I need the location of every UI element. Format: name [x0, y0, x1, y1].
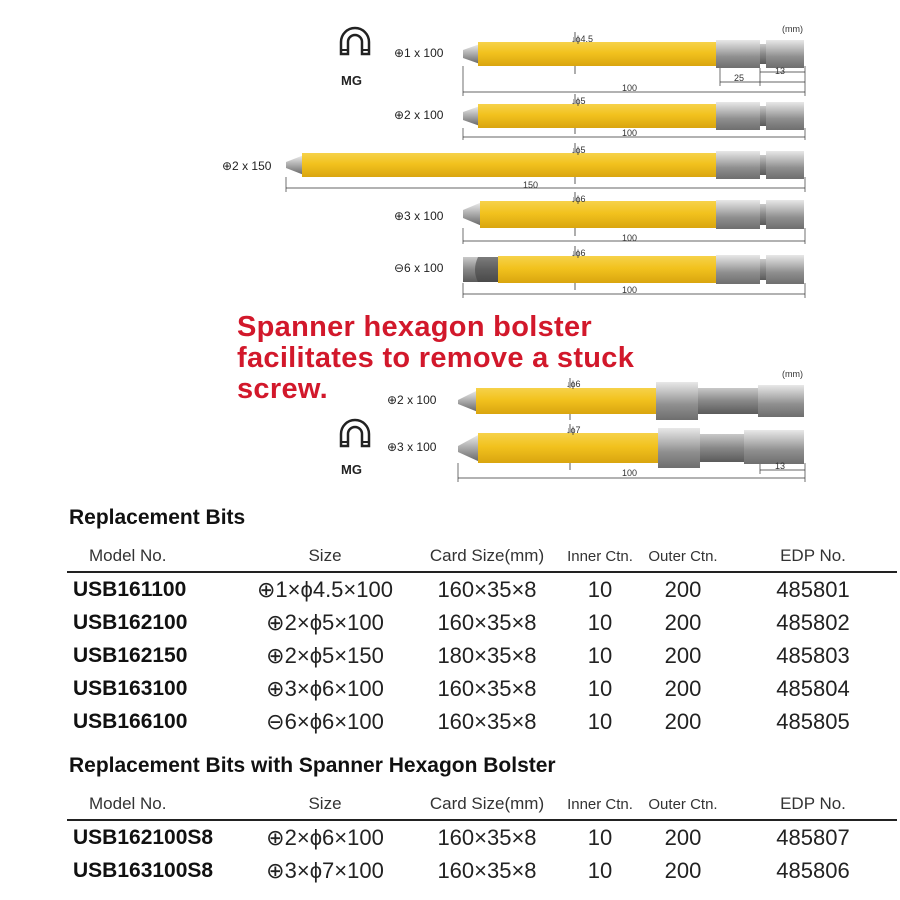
unit-label: (mm)	[782, 24, 803, 34]
bit-size-label: ⊖6 x 100	[394, 261, 444, 275]
column-header: Outer Ctn.	[637, 789, 729, 820]
column-header: Model No.	[67, 541, 239, 572]
model-number: USB162150	[73, 643, 188, 667]
model-number: USB166100	[73, 709, 188, 733]
magnet-label: MG	[341, 73, 362, 88]
diameter-label: ↓ϕ7	[566, 425, 581, 435]
column-header: Model No.	[67, 789, 239, 820]
length-dimension: 150	[523, 180, 539, 190]
size-cell: ⊕2×ϕ5×150	[266, 642, 384, 668]
edp-cell: 485803	[776, 642, 850, 668]
length-dimension: 100	[622, 468, 638, 478]
size-cell: ⊕2×ϕ5×100	[266, 609, 384, 635]
length-dimension: 13	[775, 66, 786, 76]
length-dimension: 100	[622, 83, 638, 93]
card-size-cell: 160×35×8	[437, 708, 537, 734]
table-row	[67, 572, 897, 606]
size-cell: ⊕3×ϕ7×100	[266, 857, 384, 883]
diameter-label: ↓ϕ6	[571, 248, 586, 258]
headline	[237, 312, 757, 405]
headline-line: facilitates to remove a stuck	[237, 342, 635, 374]
card-size-cell: 160×35×8	[437, 675, 537, 701]
outer-ctn-cell: 200	[664, 675, 702, 701]
size-cell: ⊕3×ϕ6×100	[266, 675, 384, 701]
inner-ctn-cell: 10	[587, 642, 613, 668]
length-dimension: 13	[775, 461, 786, 471]
size-cell: ⊕2×ϕ6×100	[266, 824, 384, 850]
column-header: Inner Ctn.	[563, 541, 637, 572]
column-header: Inner Ctn.	[563, 789, 637, 820]
column-header: Outer Ctn.	[637, 541, 729, 572]
edp-cell: 485804	[776, 675, 850, 701]
column-header: Size	[239, 541, 411, 572]
edp-cell: 485806	[776, 857, 850, 883]
card-size-cell: 160×35×8	[437, 576, 537, 602]
headline-line: screw.	[237, 373, 329, 405]
table-row	[67, 606, 897, 639]
inner-ctn-cell: 10	[587, 708, 613, 734]
bit-drawing	[286, 143, 805, 192]
size-cell: ⊕1×ϕ4.5×100	[257, 576, 393, 602]
length-dimension: 100	[622, 233, 638, 243]
outer-ctn-cell: 200	[664, 609, 702, 635]
magnet-label: MG	[341, 462, 362, 477]
bit-size-label: ⊕2 x 100	[387, 393, 437, 407]
length-dimension: 100	[622, 285, 638, 295]
column-header: Card Size(mm)	[411, 789, 563, 820]
diameter-label: ↓ϕ6	[571, 194, 586, 204]
model-number: USB161100	[73, 577, 187, 601]
table-row	[67, 639, 897, 672]
edp-cell: 485802	[776, 609, 850, 635]
bolster-bits-table	[67, 789, 897, 887]
edp-cell: 485801	[776, 576, 850, 602]
edp-cell: 485805	[776, 708, 850, 734]
replacement-bits-table	[67, 541, 897, 738]
card-size-cell: 160×35×8	[437, 609, 537, 635]
bit-size-label: ⊕2 x 150	[222, 159, 272, 173]
headline-line: Spanner hexagon bolster	[237, 311, 592, 343]
magnet-icon	[341, 28, 369, 54]
section-title: Replacement Bits with Spanner Hexagon Bolster	[69, 754, 556, 777]
column-header: Size	[239, 789, 411, 820]
inner-ctn-cell: 10	[587, 576, 613, 602]
outer-ctn-cell: 200	[664, 576, 702, 602]
inner-ctn-cell: 10	[587, 824, 613, 850]
model-number: USB162100S8	[73, 825, 214, 849]
model-number: USB163100S8	[73, 858, 214, 882]
length-dimension: 25	[734, 73, 745, 83]
inner-ctn-cell: 10	[587, 675, 613, 701]
outer-ctn-cell: 200	[664, 824, 702, 850]
bit-size-label: ⊕3 x 100	[387, 440, 437, 454]
outer-ctn-cell: 200	[664, 642, 702, 668]
table-row	[67, 854, 897, 887]
inner-ctn-cell: 10	[587, 857, 613, 883]
table-row	[67, 820, 897, 854]
table-header-row	[67, 789, 897, 820]
card-size-cell: 160×35×8	[437, 857, 537, 883]
column-header: EDP No.	[729, 789, 897, 820]
model-number: USB163100	[73, 676, 188, 700]
bit-size-label: ⊕1 x 100	[394, 46, 444, 60]
card-size-cell: 180×35×8	[437, 642, 537, 668]
bit-size-label: ⊕2 x 100	[394, 108, 444, 122]
inner-ctn-cell: 10	[587, 609, 613, 635]
unit-label: (mm)	[782, 369, 803, 379]
table-header-row	[67, 541, 897, 572]
magnet-icon	[341, 420, 369, 446]
diameter-label: ↓ϕ5	[571, 145, 586, 155]
column-header: Card Size(mm)	[411, 541, 563, 572]
table-row	[67, 672, 897, 705]
edp-cell: 485807	[776, 824, 850, 850]
size-cell: ⊖6×ϕ6×100	[266, 708, 384, 734]
table-row	[67, 705, 897, 738]
card-size-cell: 160×35×8	[437, 824, 537, 850]
column-header: EDP No.	[729, 541, 897, 572]
length-dimension: 100	[622, 128, 638, 138]
outer-ctn-cell: 200	[664, 708, 702, 734]
diameter-label: ↓ϕ4.5	[571, 34, 594, 44]
diameter-label: ↓ϕ5	[571, 96, 586, 106]
bit-size-label: ⊕3 x 100	[394, 209, 444, 223]
outer-ctn-cell: 200	[664, 857, 702, 883]
model-number: USB162100	[73, 610, 188, 634]
diameter-label: ↓ϕ6	[566, 379, 581, 389]
section-title: Replacement Bits	[69, 506, 246, 529]
